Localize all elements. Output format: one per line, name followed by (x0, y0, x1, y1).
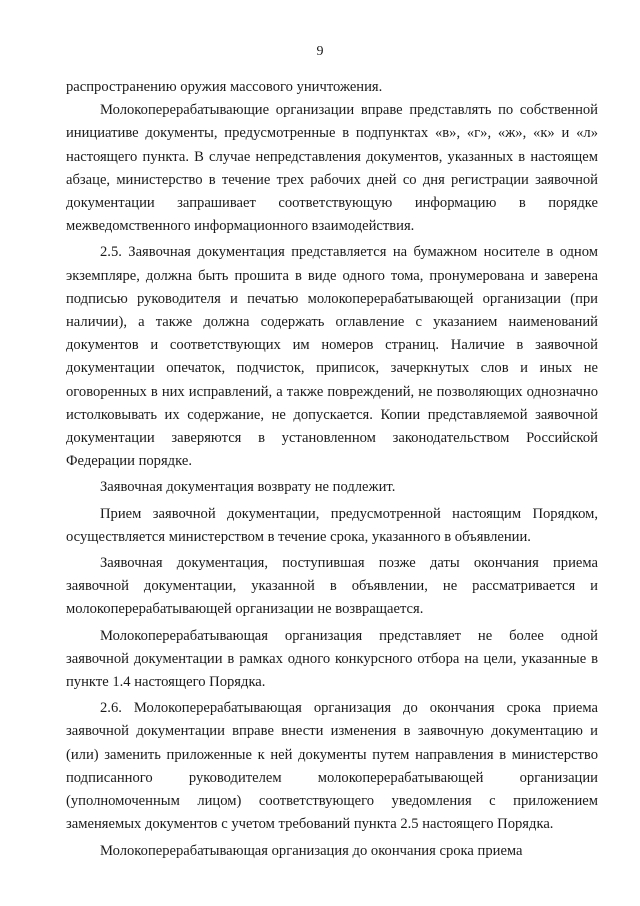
page-number: 9 (316, 44, 324, 59)
paragraph-continuation: распространению оружия массового уничтожения. (66, 79, 383, 95)
paragraph-late-submission: Заявочная документация, поступившая позже даты окончания приема заявочной документации, указанной в объявлении, не рассматривается и молокоперерабатывающей организации не возвращается. (66, 555, 598, 618)
document-body (66, 76, 598, 863)
paragraph-continued-next-page: Молокоперерабатывающая организация до окончания срока приема (100, 842, 523, 859)
paragraph-2-5: 2.5. Заявочная документация представляется на бумажном носителе в одном экземпляре, должна быть прошита в виде одного тома, пронумерована и заверена подписью руководителя и печатью молокоперерабатывающей организации (при наличии), а также должна содержать оглавление с указанием наименований документов и соответствующих им номеров страниц. Наличие в заявочной документации опечаток, подчисток, приписок, зачеркнутых слов и иных не оговоренных в них исправлений, а также повреждений, не позволяющих однозначно истолковывать их содержание, не допускается. Копии представляемой заявочной документации заверяются в установленном законодательством Российской Федерации порядке. (66, 244, 598, 470)
paragraph-2-6: 2.6. Молокоперерабатывающая организация до окончания срока приема заявочной документации вправе внести изменения в заявочную документацию и (или) заменить приложенные к ней документы путем направления в министерство подписанного руководителем молокоперерабатывающей организации (уполномоченным лицом) соответствующего уведомления с приложением заменяемых документов с учетом требований пункта 2.5 настоящего Порядка. (66, 700, 598, 833)
paragraph-acceptance: Прием заявочной документации, предусмотренной настоящим Порядком, осуществляется министерством в течение срока, указанного в объявлении. (66, 505, 598, 545)
paragraph-no-return: Заявочная документация возврату не подлежит. (100, 479, 396, 496)
paragraph-single-submission: Молокоперерабатывающая организация представляет не более одной заявочной документации в рамках одного конкурсного отбора на цели, указанные в пункте 1.4 настоящего Порядка. (66, 627, 598, 691)
paragraph-optional-documents: Молокоперерабатывающие организации вправе представлять по собственной инициативе документы, предусмотренные в подпунктах «в», «г», «ж», «к» и «л» настоящего пункта. В случае непредставления документов, указанных в настоящем абзаце, министерство в течение трех рабочих дней со дня регистрации заявочной документации запрашивает соответствующую информацию в порядке межведомственного информационного взаимодействия. (66, 102, 598, 235)
